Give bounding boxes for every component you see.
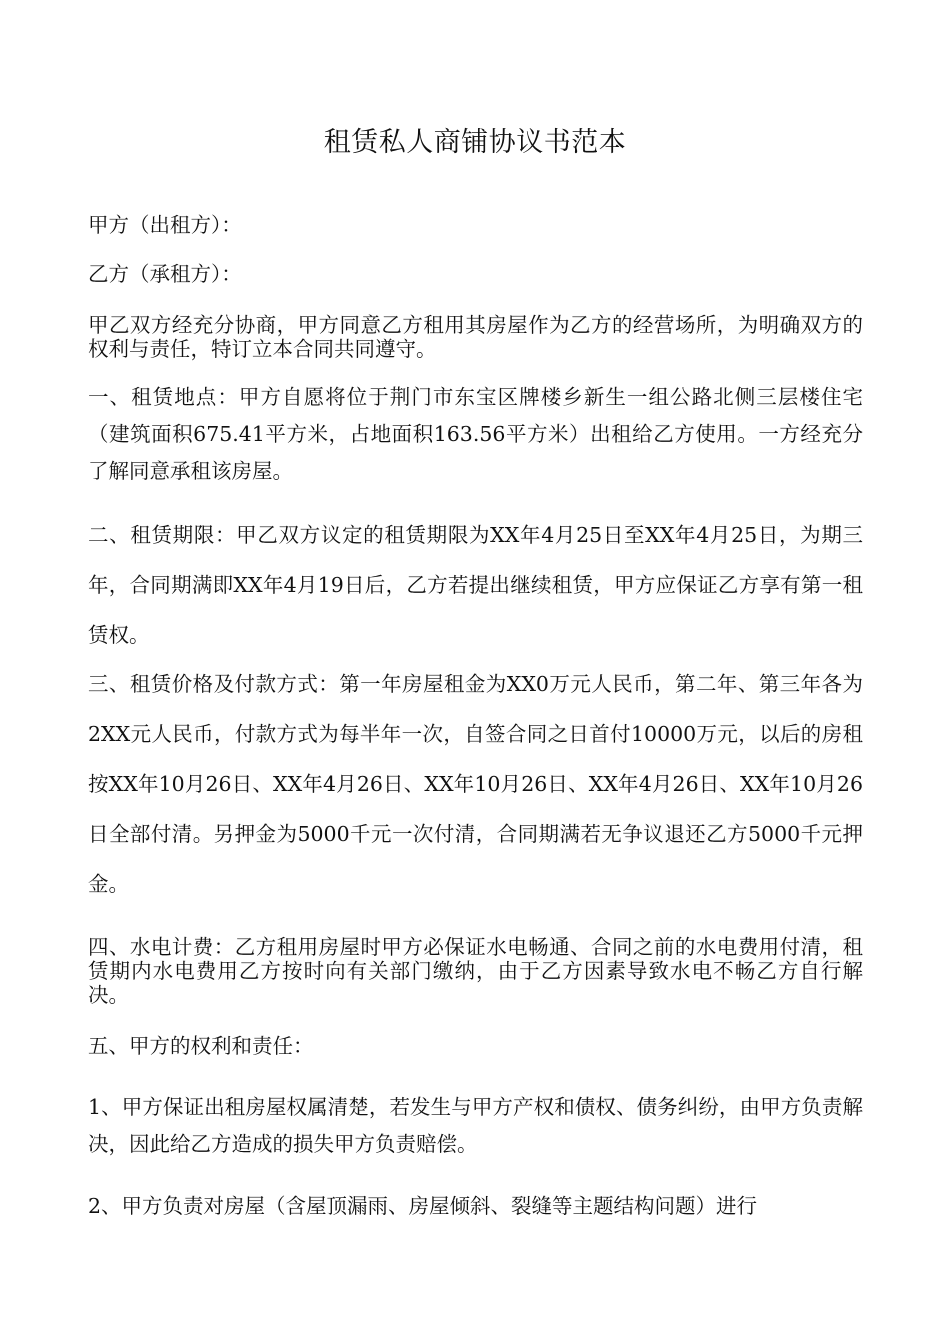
intro-paragraph: 甲乙双方经充分协商，甲方同意乙方租用其房屋作为乙方的经营场所，为明确双方的权利与责任，特订立本合同共同遵守。 xyxy=(88,313,863,361)
clause-3-price-payment: 三、租赁价格及付款方式：第一年房屋租金为XX0万元人民币，第二年、第三年各为2XX元人民币，付款方式为每半年一次，自签合同之日首付10000万元，以后的房租按XX年10月26日、XX年4月26日、XX年10月26日、XX年4月26日、XX年10月26日全部付清。另押金为5000千元一次付清，合同期满若无争议退还乙方5000千元押金。 xyxy=(88,672,863,896)
party-b-line: 乙方（承租方）： xyxy=(88,262,242,286)
clause-5-item-2: 2、甲方负责对房屋（含屋顶漏雨、房屋倾斜、裂缝等主题结构问题）进行 xyxy=(88,1194,758,1218)
document-title: 租赁私人商铺协议书范本 xyxy=(323,127,627,158)
clause-1-location: 一、租赁地点：甲方自愿将位于荆门市东宝区牌楼乡新生一组公路北侧三层楼住宅（建筑面积675.41平方米，占地面积163.56平方米）出租给乙方使用。一方经充分了解同意承租该房屋。 xyxy=(88,385,863,483)
party-a-line: 甲方（出租方）： xyxy=(88,213,242,237)
clause-5-item-1: 1、甲方保证出租房屋权属清楚，若发生与甲方产权和债权、债务纠纷，由甲方负责解决，因此给乙方造成的损失甲方负责赔偿。 xyxy=(88,1095,863,1156)
clause-5-heading: 五、甲方的权利和责任： xyxy=(88,1034,314,1058)
clause-2-term: 二、租赁期限：甲乙双方议定的租赁期限为XX年4月25日至XX年4月25日，为期三年，合同期满即XX年4月19日后，乙方若提出继续租赁，甲方应保证乙方享有第一租赁权。 xyxy=(88,523,863,647)
clause-4-utilities: 四、水电计费：乙方租用房屋时甲方必保证水电畅通、合同之前的水电费用付清，租赁期内水电费用乙方按时向有关部门缴纳，由于乙方因素导致水电不畅乙方自行解决。 xyxy=(88,935,863,1007)
